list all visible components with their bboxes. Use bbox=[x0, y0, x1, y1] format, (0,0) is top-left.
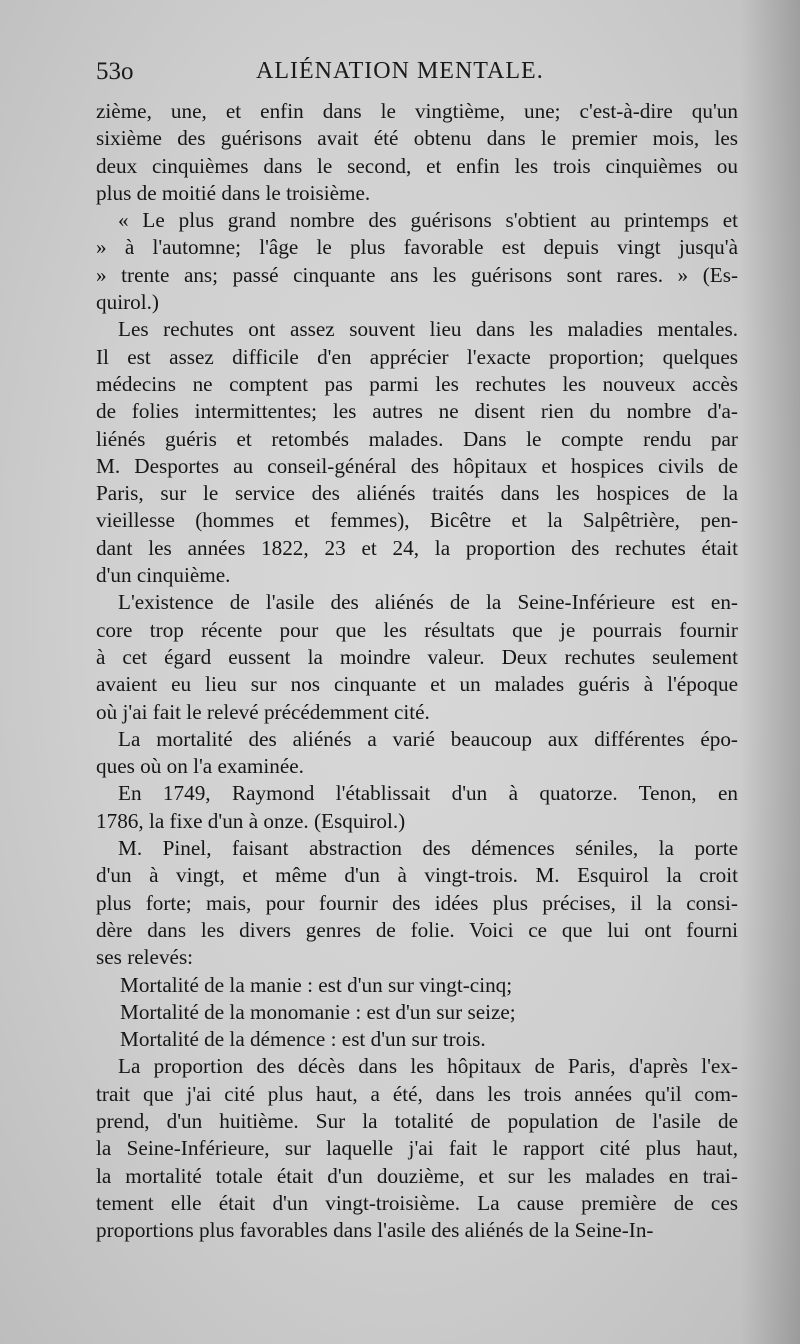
text-line: M. Desportes au conseil-général des hôpitaux et hospices civils de bbox=[96, 453, 738, 478]
text-line: quirol.) bbox=[96, 290, 159, 315]
text-line: dère dans les divers genres de folie. Voici ce que lui ont fourni bbox=[96, 917, 738, 942]
text-line: 1786, la fixe d'un à onze. (Esquirol.) bbox=[96, 808, 406, 833]
text-line: d'un cinquième. bbox=[96, 563, 231, 588]
body-text bbox=[96, 98, 738, 1244]
text-line: » à l'automne; l'âge le plus favorable est depuis vingt jusqu'à bbox=[96, 235, 738, 260]
text-line: » trente ans; passé cinquante ans les guérisons sont rares. » (Es- bbox=[96, 262, 738, 287]
text-line: sixième des guérisons avait été obtenu dans le premier mois, les bbox=[96, 126, 738, 151]
text-line: prend, d'un huitième. Sur la totalité de population de l'asile de bbox=[96, 1108, 738, 1133]
paragraph bbox=[96, 1053, 738, 1244]
text-line: M. Pinel, faisant abstraction des démences séniles, la porte bbox=[118, 836, 738, 861]
text-line: trait que j'ai cité plus haut, a été, dans les trois années qu'il com- bbox=[96, 1081, 738, 1106]
text-line: Les rechutes ont assez souvent lieu dans les maladies mentales. bbox=[118, 317, 738, 342]
text-line: à cet égard eussent la moindre valeur. Deux rechutes seulement bbox=[96, 644, 738, 669]
paragraph bbox=[96, 780, 738, 835]
text-line: dant les années 1822, 23 et 24, la proportion des rechutes était bbox=[96, 535, 738, 560]
text-line: d'un à vingt, et même d'un à vingt-trois. M. Esquirol la croit bbox=[96, 863, 738, 888]
text-line: La mortalité des aliénés a varié beaucoup aux différentes épo- bbox=[118, 726, 738, 751]
page-header bbox=[96, 58, 736, 94]
text-line: de folies intermittentes; les autres ne disent rien du nombre d'a- bbox=[96, 399, 738, 424]
text-line: La proportion des décès dans les hôpitaux de Paris, d'après l'ex- bbox=[118, 1054, 738, 1079]
text-line: Paris, sur le service des aliénés traités dans les hospices de la bbox=[96, 481, 738, 506]
closing-paragraph bbox=[96, 1053, 738, 1244]
text-line: plus forte; mais, pour fournir des idées plus précises, il la consi- bbox=[96, 890, 738, 915]
page-number: 53o bbox=[96, 58, 134, 85]
text-line: médecins ne comptent pas parmi les rechutes les nouveux accès bbox=[96, 371, 738, 396]
text-line: Il est assez difficile d'en apprécier l'exacte proportion; quelques bbox=[96, 344, 738, 369]
paragraph bbox=[96, 316, 738, 589]
text-line: L'existence de l'asile des aliénés de la Seine-Inférieure est en- bbox=[118, 590, 738, 615]
text-line: proportions plus favorables dans l'asile des aliénés de la Seine-In- bbox=[96, 1218, 654, 1243]
text-line: vieillesse (hommes et femmes), Bicêtre et la Salpêtrière, pen- bbox=[96, 508, 738, 533]
mortality-list-item: Mortalité de la monomanie : est d'un sur seize; bbox=[120, 999, 516, 1024]
paragraph bbox=[96, 98, 738, 207]
text-line: « Le plus grand nombre des guérisons s'obtient au printemps et bbox=[118, 208, 738, 233]
text-line: la mortalité totale était d'un douzième, et sur les malades en trai- bbox=[96, 1163, 738, 1188]
paragraphs bbox=[96, 98, 738, 972]
mortality-list bbox=[96, 972, 738, 1054]
text-line: tement elle était d'un vingt-troisième. La cause première de ces bbox=[96, 1190, 738, 1215]
paragraph bbox=[96, 726, 738, 781]
text-line: ques où on l'a examinée. bbox=[96, 754, 304, 779]
mortality-list-item: Mortalité de la démence : est d'un sur trois. bbox=[120, 1027, 486, 1052]
text-line: deux cinquièmes dans le second, et enfin les trois cinquièmes ou bbox=[96, 153, 738, 178]
text-line: En 1749, Raymond l'établissait d'un à quatorze. Tenon, en bbox=[118, 781, 738, 806]
text-line: zième, une, et enfin dans le vingtième, une; c'est-à-dire qu'un bbox=[96, 99, 738, 123]
text-line: plus de moitié dans le troisième. bbox=[96, 180, 371, 205]
text-line: où j'ai fait le relevé précédemment cité. bbox=[96, 699, 430, 724]
paragraph bbox=[96, 835, 738, 971]
page-edge-shadow bbox=[740, 0, 800, 1344]
text-line: ses relevés: bbox=[96, 945, 194, 970]
text-line: core trop récente pour que les résultats que je pourrais fournir bbox=[96, 617, 738, 642]
text-line: avaient eu lieu sur nos cinquante et un malades guéris à l'époque bbox=[96, 672, 738, 697]
text-line: liénés guéris et retombés malades. Dans le compte rendu par bbox=[96, 426, 738, 451]
mortality-list-item: Mortalité de la manie : est d'un sur vingt-cinq; bbox=[120, 972, 513, 997]
text-line: la Seine-Inférieure, sur laquelle j'ai fait le rapport cité plus haut, bbox=[96, 1136, 738, 1161]
paragraph bbox=[96, 207, 738, 316]
running-title: ALIÉNATION MENTALE. bbox=[256, 58, 544, 84]
paragraph bbox=[96, 589, 738, 725]
